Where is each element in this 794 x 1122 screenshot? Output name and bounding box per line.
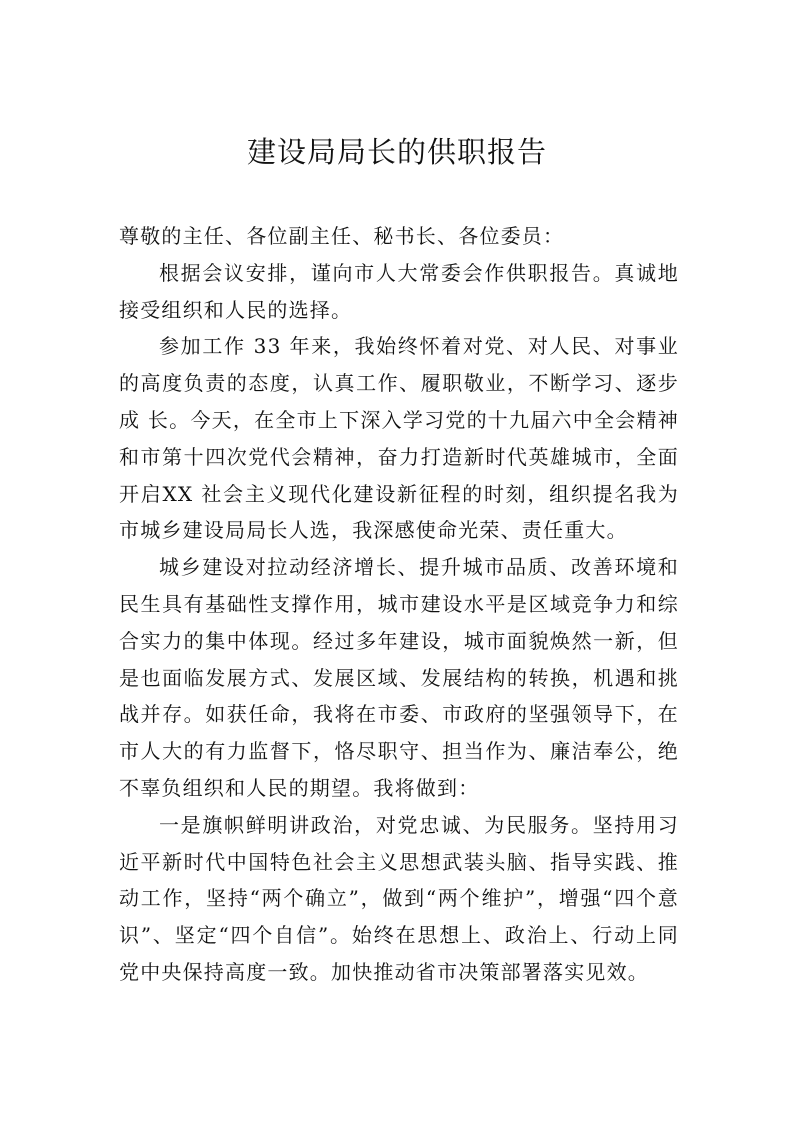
paragraph-2: 参加工作 33 年来，我始终怀着对党、对人民、对事业的高度负责的态度，认真工作、履职敬业，不断学习、逐步成 长。今天，在全市上下深入学习党的十九届六中全会精神和市第十四次党代会精神，奋力打造新时代英雄城市，全面开启XX 社会主义现代化建设新征程的时刻，组织提名我为市城乡建设局局长人选，我深感使命光荣、责任重大。 <box>119 334 679 543</box>
paragraph-4: 一是旗帜鲜明讲政治，对党忠诚、为民服务。坚持用习近平新时代中国特色社会主义思想武装头脑、指导实践、推动工作，坚持“两个确立”，做到“两个维护”，增强“四个意识”、坚定“四个自信”。始终在思想上、政治上、行动上同党中央保持高度一致。加快推动省市决策部署落实见效。 <box>119 812 679 984</box>
paragraph-3: 城乡建设对拉动经济增长、提升城市品质、改善环境和民生具有基础性支撑作用，城市建设水平是区域竞争力和综合实力的集中体现。经过多年建设，城市面貌焕然一新，但是也面临发展方式、发展区域、发展结构的转换，机遇和挑战并存。如获任命，我将在市委、市政府的坚强领导下，在市人大的有力监督下，恪尽职守、担当作为、廉洁奉公，绝不辜负组织和人民的期望。我将做到： <box>119 555 679 800</box>
salutation: 尊敬的主任、各位副主任、秘书长、各位委员： <box>119 224 565 248</box>
document-title: 建设局局长的供职报告 <box>246 135 547 169</box>
paragraph-1: 根据会议安排，谨向市人大常委会作供职报告。真诚地接受组织和人民的选择。 <box>119 260 679 322</box>
document-body <box>119 218 679 991</box>
